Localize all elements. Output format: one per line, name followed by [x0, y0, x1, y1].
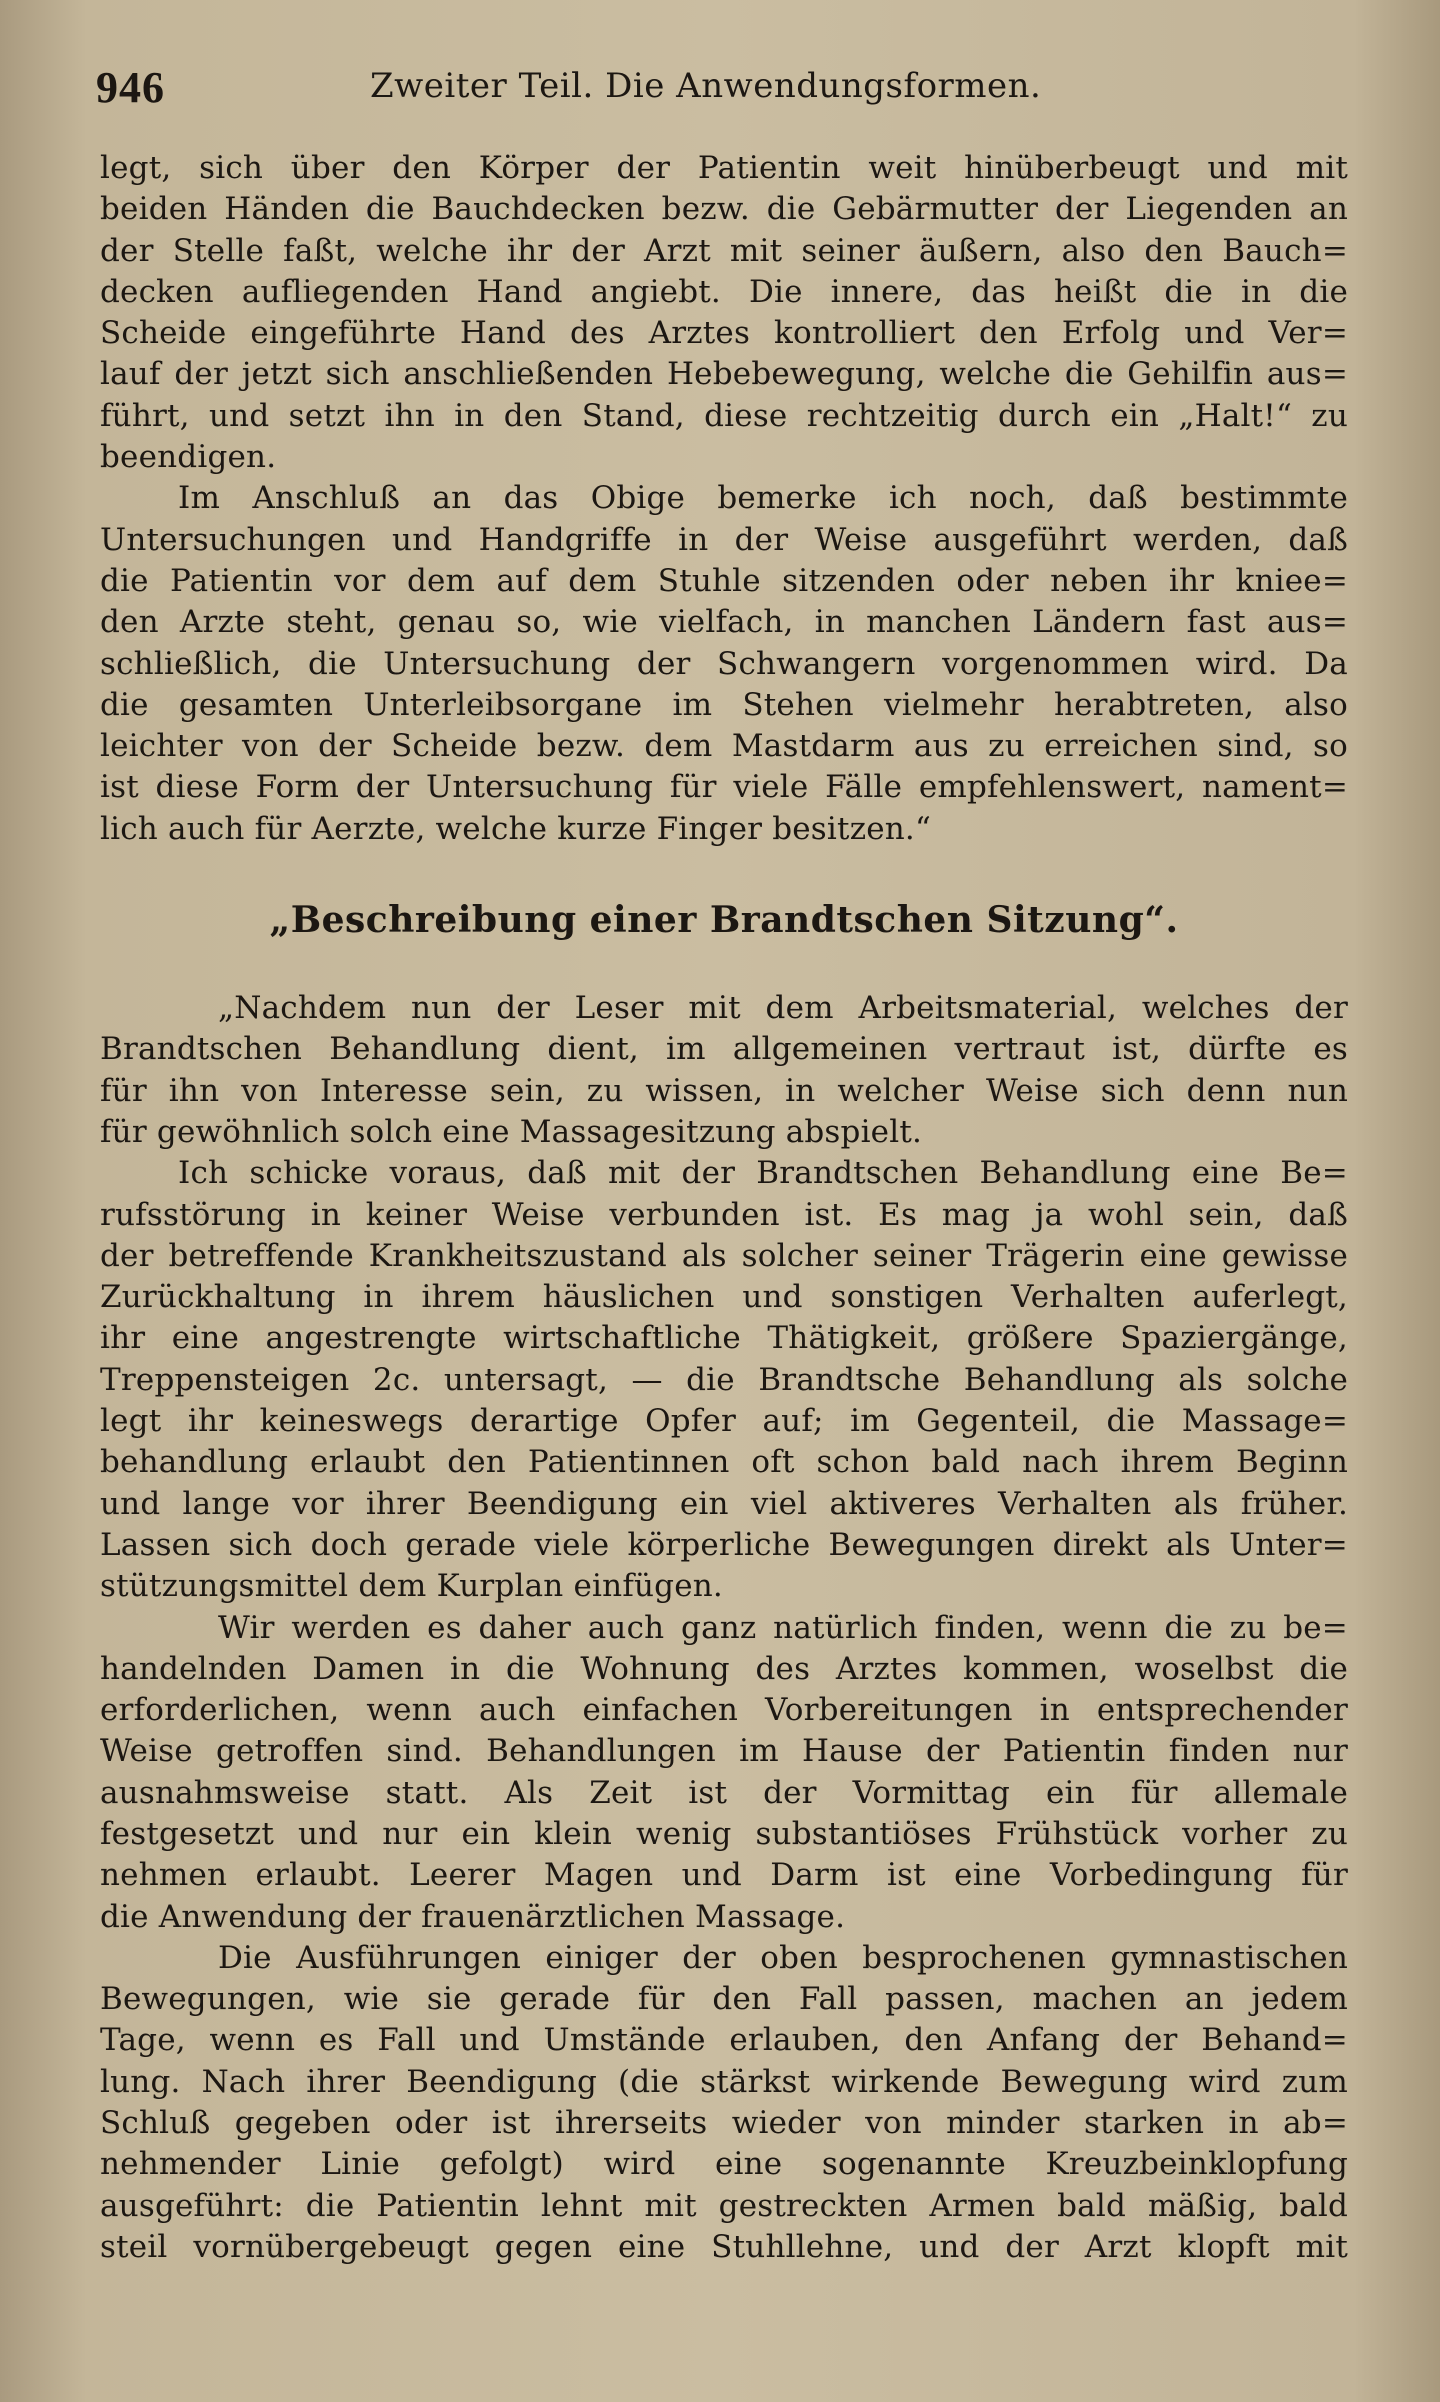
text-line: schließlich, die Untersuchung der Schwangern vorgenommen wird. Da [100, 645, 1348, 682]
text-line: für ihn von Interesse sein, zu wissen, in welcher Weise sich denn nun [100, 1072, 1348, 1109]
text-line: decken aufliegenden Hand angiebt. Die innere, das heißt die in die [100, 273, 1348, 310]
text-line: Ich schicke voraus, daß mit der Brandtschen Behandlung eine Be= [178, 1155, 1348, 1192]
text-line: rufsstörung in keiner Weise verbunden ist. Es mag ja wohl sein, daß [100, 1196, 1348, 1233]
text-line: der betreffende Krankheitszustand als solcher seiner Trägerin eine gewisse [100, 1237, 1348, 1274]
text-line: Treppensteigen 2c. untersagt, — die Brandtsche Behandlung als solche [100, 1361, 1348, 1398]
text-line: Die Ausführungen einiger der oben besprochenen gymnastischen [218, 1939, 1348, 1976]
section-title: „Beschreibung einer Brandtschen Sitzung“. [269, 899, 1179, 942]
text-line: ist diese Form der Untersuchung für viele Fälle empfehlenswert, nament= [100, 769, 1348, 806]
page-number: 946 [96, 63, 165, 112]
text-line: steil vornübergebeugt gegen eine Stuhllehne, und der Arzt klopft mit [100, 2228, 1348, 2265]
text-line: Wir werden es daher auch ganz natürlich finden, wenn die zu be= [218, 1609, 1348, 1646]
text-line: die gesamten Unterleibsorgane im Stehen vielmehr herabtreten, also [100, 686, 1348, 723]
text-line: die Patientin vor dem auf dem Stuhle sitzenden oder neben ihr kniee= [100, 562, 1348, 599]
text-line: für gewöhnlich solch eine Massagesitzung abspielt. [100, 1113, 923, 1150]
text-line: nehmender Linie gefolgt) wird eine sogenannte Kreuzbeinklopfung [100, 2146, 1348, 2183]
text-line: lung. Nach ihrer Beendigung (die stärkst wirkende Bewegung wird zum [100, 2063, 1348, 2100]
paragraph [100, 988, 1348, 1153]
text-line: legt ihr keineswegs derartige Opfer auf; im Gegenteil, die Massage= [100, 1403, 1348, 1440]
text-line: Bewegungen, wie sie gerade für den Fall passen, machen an jedem [100, 1981, 1348, 2018]
text-line: erforderlichen, wenn auch einfachen Vorbereitungen in entsprechender [100, 1692, 1348, 1729]
text-line: stützungsmittel dem Kurplan einfügen. [100, 1568, 723, 1605]
text-line: der Stelle faßt, welche ihr der Arzt mit seiner äußern, also den Bauch= [100, 232, 1348, 269]
text-line: die Anwendung der frauenärztlichen Massage. [100, 1898, 846, 1935]
text-line: ihr eine angestrengte wirtschaftliche Thätigkeit, größere Spaziergänge, [100, 1320, 1348, 1357]
text-line: legt, sich über den Körper der Patientin weit hinüberbeugt und mit [100, 150, 1348, 186]
paragraph [100, 1608, 1348, 1938]
text-line: Im Anschluß an das Obige bemerke ich noch, daß bestimmte [178, 480, 1348, 517]
paragraph [100, 1153, 1348, 1607]
body-text [100, 148, 1348, 2268]
text-line: festgesetzt und nur ein klein wenig substantiöses Frühstück vorher zu [100, 1815, 1348, 1852]
text-line: lauf der jetzt sich anschließenden Hebebewegung, welche die Gehilfin aus= [100, 356, 1348, 393]
text-line: nehmen erlaubt. Leerer Magen und Darm ist eine Vorbedingung für [100, 1857, 1348, 1894]
text-line: Untersuchungen und Handgriffe in der Weise ausgeführt werden, daß [100, 521, 1348, 558]
text-line: Brandtschen Behandlung dient, im allgemeinen vertraut ist, dürfte es [100, 1031, 1348, 1068]
text-line: beiden Händen die Bauchdecken bezw. die Gebärmutter der Liegenden an [100, 191, 1348, 228]
text-line: Tage, wenn es Fall und Umstände erlauben, den Anfang der Behand= [100, 2022, 1348, 2059]
text-line: den Arzte steht, genau so, wie vielfach, in manchen Ländern fast aus= [100, 604, 1348, 641]
paragraph [100, 148, 1348, 478]
text-line: Lassen sich doch gerade viele körperliche Bewegungen direkt als Unter= [100, 1526, 1348, 1563]
text-line: behandlung erlaubt den Patientinnen oft schon bald nach ihrem Beginn [100, 1444, 1348, 1481]
text-line: lich auch für Aerzte, welche kurze Finger besitzen.“ [100, 810, 932, 847]
page-header [96, 62, 1346, 122]
text-line: leichter von der Scheide bezw. dem Mastdarm aus zu erreichen sind, so [100, 728, 1348, 765]
text-line: ausgeführt: die Patientin lehnt mit gestreckten Armen bald mäßig, bald [100, 2187, 1348, 2224]
text-line: und lange vor ihrer Beendigung ein viel aktiveres Verhalten als früher. [100, 1485, 1348, 1522]
paragraph [100, 1938, 1348, 2268]
text-line: Scheide eingeführte Hand des Arztes kontrolliert den Erfolg und Ver= [100, 315, 1348, 352]
text-line: ausnahmsweise statt. Als Zeit ist der Vormittag ein für allemale [100, 1774, 1348, 1811]
text-line: „Nachdem nun der Leser mit dem Arbeitsmaterial, welches der [218, 990, 1348, 1027]
text-line: beendigen. [100, 439, 277, 476]
text-line: Zurückhaltung in ihrem häuslichen und sonstigen Verhalten auferlegt, [100, 1279, 1348, 1316]
running-head: Zweiter Teil. Die Anwendungsformen. [370, 66, 1042, 106]
text-line: Weise getroffen sind. Behandlungen im Hause der Patientin finden nur [100, 1733, 1348, 1770]
text-line: führt, und setzt ihn in den Stand, diese rechtzeitig durch ein „Halt!“ zu [100, 397, 1348, 434]
text-line: Schluß gegeben oder ist ihrerseits wieder von minder starken in ab= [100, 2105, 1348, 2142]
paragraph [100, 478, 1348, 850]
text-line: handelnden Damen in die Wohnung des Arztes kommen, woselbst die [100, 1650, 1348, 1687]
